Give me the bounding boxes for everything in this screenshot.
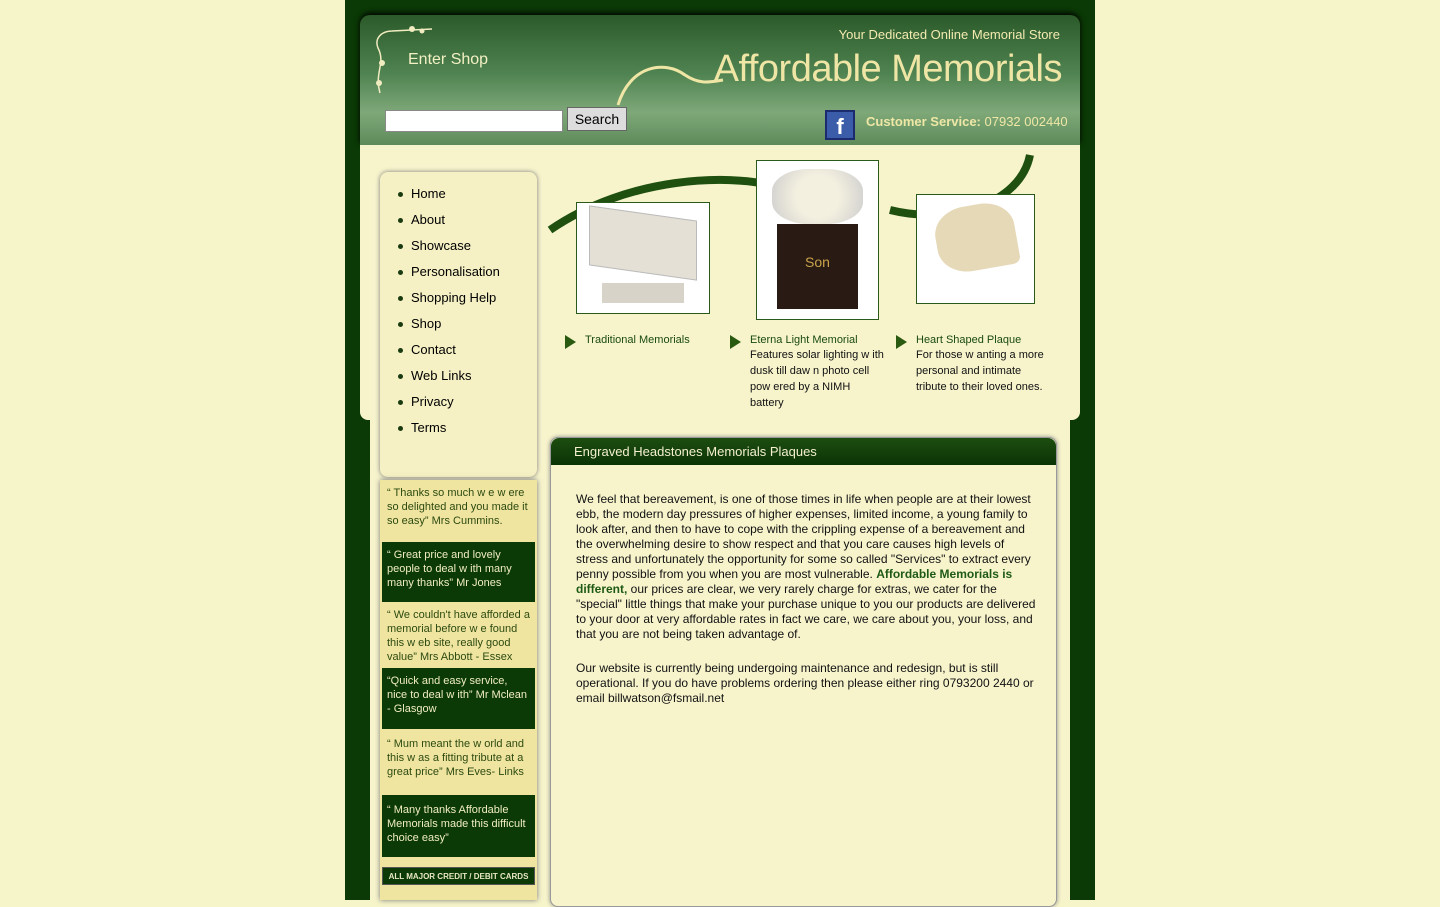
arrow-right-icon <box>565 335 576 349</box>
arrow-right-icon <box>730 335 741 349</box>
nav-personalisation[interactable]: Personalisation <box>396 262 537 288</box>
swoosh-decoration <box>615 60 725 110</box>
product-image-heart-plaque[interactable] <box>916 194 1035 304</box>
nav-contact[interactable]: Contact <box>396 340 537 366</box>
customer-service-label: Customer Service: <box>866 114 981 129</box>
testimonial: “ Many thanks Affordable Memorials made this difficult choice easy” <box>382 795 535 857</box>
main-content <box>550 437 1057 907</box>
search-button[interactable]: Search <box>567 107 627 131</box>
intro-text-end: our prices are clear, we very rarely charge for extras, we cater for the "special" little things that make your purchase unique to you our products are delivered to your door at very affordable rates in fact we care, we care about you, your loss, and that you are not being taken advantage of. <box>576 582 1036 641</box>
product-title[interactable]: Traditional Memorials <box>585 334 690 346</box>
search-input[interactable] <box>385 110 563 132</box>
maintenance-notice: Our website is currently being undergoing maintenance and redesign, but is still operational. If you do have problems ordering then please either ring 0793200 2440 or email billwatson@fsmail.net <box>576 661 1034 705</box>
product-description: For those w anting a more personal and intimate tribute to their loved ones. <box>916 349 1044 393</box>
nav-home[interactable]: Home <box>396 184 537 210</box>
testimonial: “ Great price and lovely people to deal w ith many many thanks” Mr Jones <box>382 542 535 602</box>
product-title[interactable]: Heart Shaped Plaque <box>916 334 1022 346</box>
sidebar-nav <box>380 172 537 477</box>
customer-service <box>866 114 1068 129</box>
product-heart-plaque[interactable] <box>916 334 1051 399</box>
arrow-right-icon <box>896 335 907 349</box>
nav-terms[interactable]: Terms <box>396 418 537 444</box>
intro-paragraph <box>576 492 1036 642</box>
intro-text: We feel that bereavement, is one of those times in life when people are at their lowest ebb, the modern day pressures of higher expenses, limited income, a young family to look after, and then to have to cope with the crippling expense of a bereavement and the overwhelming desire to show respect and that you care causes high levels of stress and unfortunately the opportunity for some so called "Services" to extract every penny possible from you when you are most vulnerable. <box>576 492 1031 581</box>
product-image-traditional[interactable] <box>576 202 710 314</box>
product-eterna-light[interactable] <box>750 334 885 409</box>
main-title: Engraved Headstones Memorials Plaques <box>551 438 1056 465</box>
intro-highlight: Affordable Memorials is different, <box>576 567 1013 596</box>
nav-showcase[interactable]: Showcase <box>396 236 537 262</box>
header <box>360 15 1080 145</box>
product-image-eterna-light[interactable]: Son <box>756 160 879 320</box>
testimonial: “ Thanks so much w e w ere so delighted and you made it so easy” Mrs Cummins. <box>387 487 528 527</box>
enter-shop-link[interactable]: Enter Shop <box>408 51 489 68</box>
nav-web-links[interactable]: Web Links <box>396 366 537 392</box>
testimonial: “Quick and easy service, nice to deal w ith” Mr Mclean - Glasgow <box>382 668 535 729</box>
testimonial: “ We couldn't have afforded a memorial before w e found this w eb site, really good value” Mrs Abbott - Essex <box>387 609 530 663</box>
product-description: Features solar lighting w ith dusk till daw n photo cell pow ered by a NIMH battery <box>750 349 884 409</box>
testimonial: “ Mum meant the w orld and this w as a fitting tribute at a great price” Mrs Eves- Links <box>387 738 524 778</box>
nav-about[interactable]: About <box>396 210 537 236</box>
page-wrapper <box>345 0 1095 900</box>
product-traditional[interactable] <box>585 334 715 346</box>
product-title[interactable]: Eterna Light Memorial <box>750 334 858 346</box>
site-logo[interactable]: Affordable Memorials <box>713 48 1062 90</box>
testimonials <box>380 480 537 900</box>
nav-privacy[interactable]: Privacy <box>396 392 537 418</box>
nav-shop[interactable]: Shop <box>396 314 537 340</box>
credit-cards-banner: ALL MAJOR CREDIT / DEBIT CARDS <box>382 867 535 885</box>
customer-service-phone: 07932 002440 <box>984 114 1068 129</box>
nav-shopping-help[interactable]: Shopping Help <box>396 288 537 314</box>
facebook-icon[interactable]: f <box>825 110 855 140</box>
tagline: Your Dedicated Online Memorial Store <box>838 27 1060 42</box>
